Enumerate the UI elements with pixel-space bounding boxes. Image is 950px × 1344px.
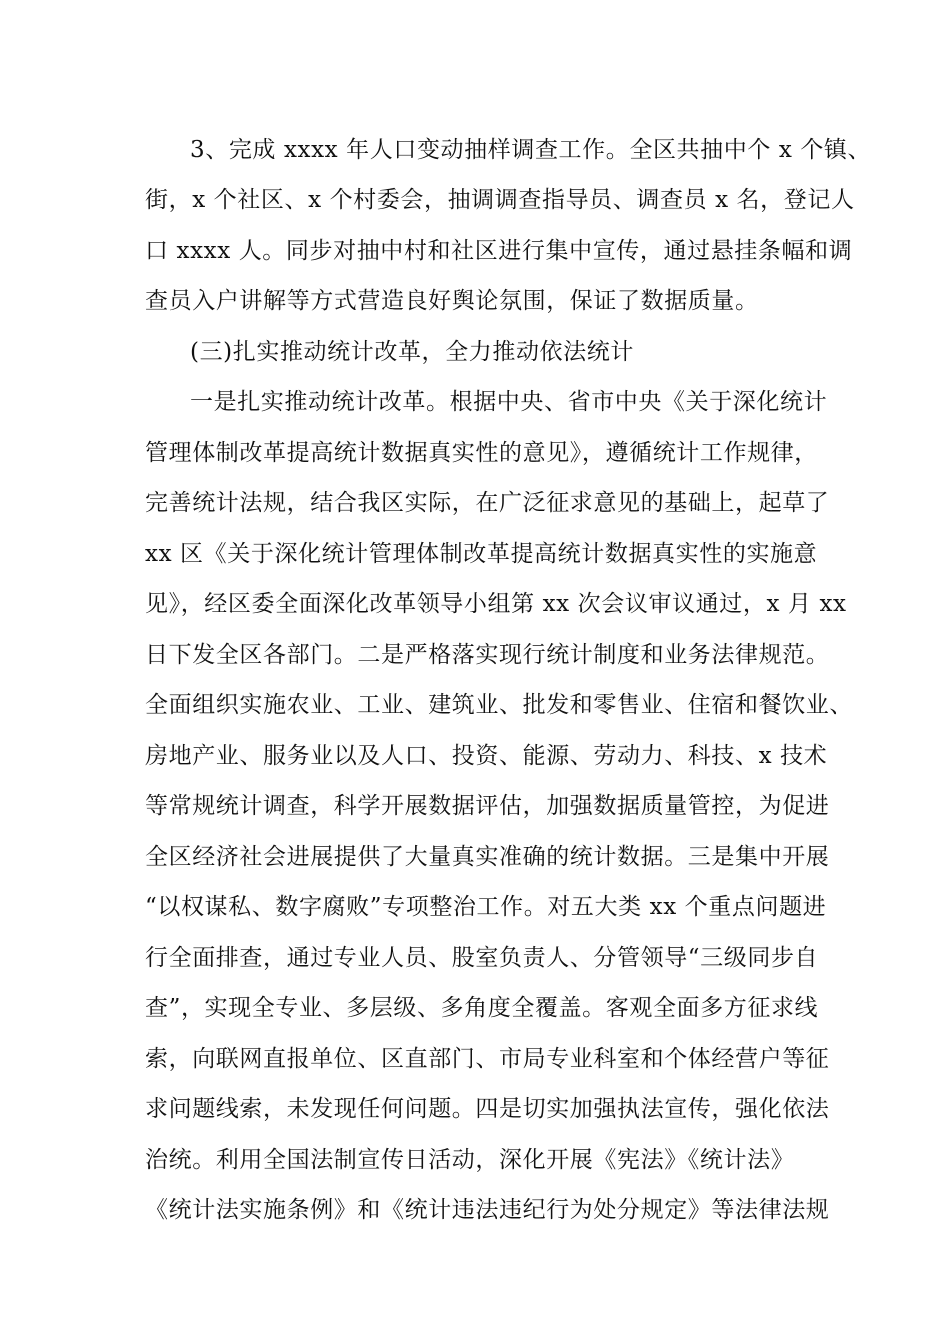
paragraph-line: 口 xxxx 人。同步对抽中村和社区进行集中宣传，通过悬挂条幅和调 <box>145 238 853 264</box>
paragraph-line: 房地产业、服务业以及人口、投资、能源、劳动力、科技、x 技术 <box>145 743 828 769</box>
paragraph-line: “以权谋私、数字腐败”专项整治工作。对五大类 xx 个重点问题进 <box>145 894 827 920</box>
paragraph-line: 日下发全区各部门。二是严格落实现行统计制度和业务法律规范。 <box>145 642 830 668</box>
paragraph-line: 求问题线索，未发现任何问题。四是切实加强执法宣传，强化依法 <box>145 1096 830 1122</box>
paragraph-line: 等常规统计调查，科学开展数据评估，加强数据质量管控，为促进 <box>145 793 830 819</box>
paragraph-line: 全面组织实施农业、工业、建筑业、批发和零售业、住宿和餐饮业、 <box>145 692 853 718</box>
paragraph-line: 全区经济社会进展提供了大量真实准确的统计数据。三是集中开展 <box>145 844 830 870</box>
paragraph-line: 查”，实现全专业、多层级、多角度全覆盖。客观全面多方征求线 <box>145 995 819 1021</box>
paragraph-line: 查员入户讲解等方式营造良好舆论氛围，保证了数据质量。 <box>145 288 759 314</box>
paragraph-line: 完善统计法规，结合我区实际，在广泛征求意见的基础上，起草了 <box>145 490 830 516</box>
paragraph-line: 管理体制改革提高统计数据真实性的意见》，遵循统计工作规律， <box>145 440 818 466</box>
paragraph-line: 索，向联网直报单位、区直部门、市局专业科室和个体经营户等征 <box>145 1046 830 1072</box>
paragraph-line: 《统计法实施条例》和《统计违法违纪行为处分规定》等法律法规 <box>145 1197 830 1223</box>
section-heading: (三)扎实推动统计改革，全力推动依法统计 <box>190 339 634 365</box>
paragraph-line: 一是扎实推动统计改革。根据中央、省市中央《关于深化统计 <box>190 389 828 415</box>
paragraph-line: 街，x 个社区、x 个村委会，抽调调查指导员、调查员 x 名，登记人 <box>145 187 855 213</box>
paragraph-line: 见》，经区委全面深化改革领导小组第 xx 次会议审议通过，x 月 xx <box>145 591 847 617</box>
paragraph-line: xx 区《关于深化统计管理体制改革提高统计数据真实性的实施意 <box>145 541 818 567</box>
paragraph-line: 治统。利用全国法制宣传日活动，深化开展《宪法》《统计法》 <box>145 1147 795 1173</box>
paragraph-line: 行全面排查，通过专业人员、股室负责人、分管领导“三级同步自 <box>145 945 819 971</box>
paragraph-line: 3、完成 xxxx 年人口变动抽样调查工作。全区共抽中个 x 个镇、 <box>190 137 872 163</box>
